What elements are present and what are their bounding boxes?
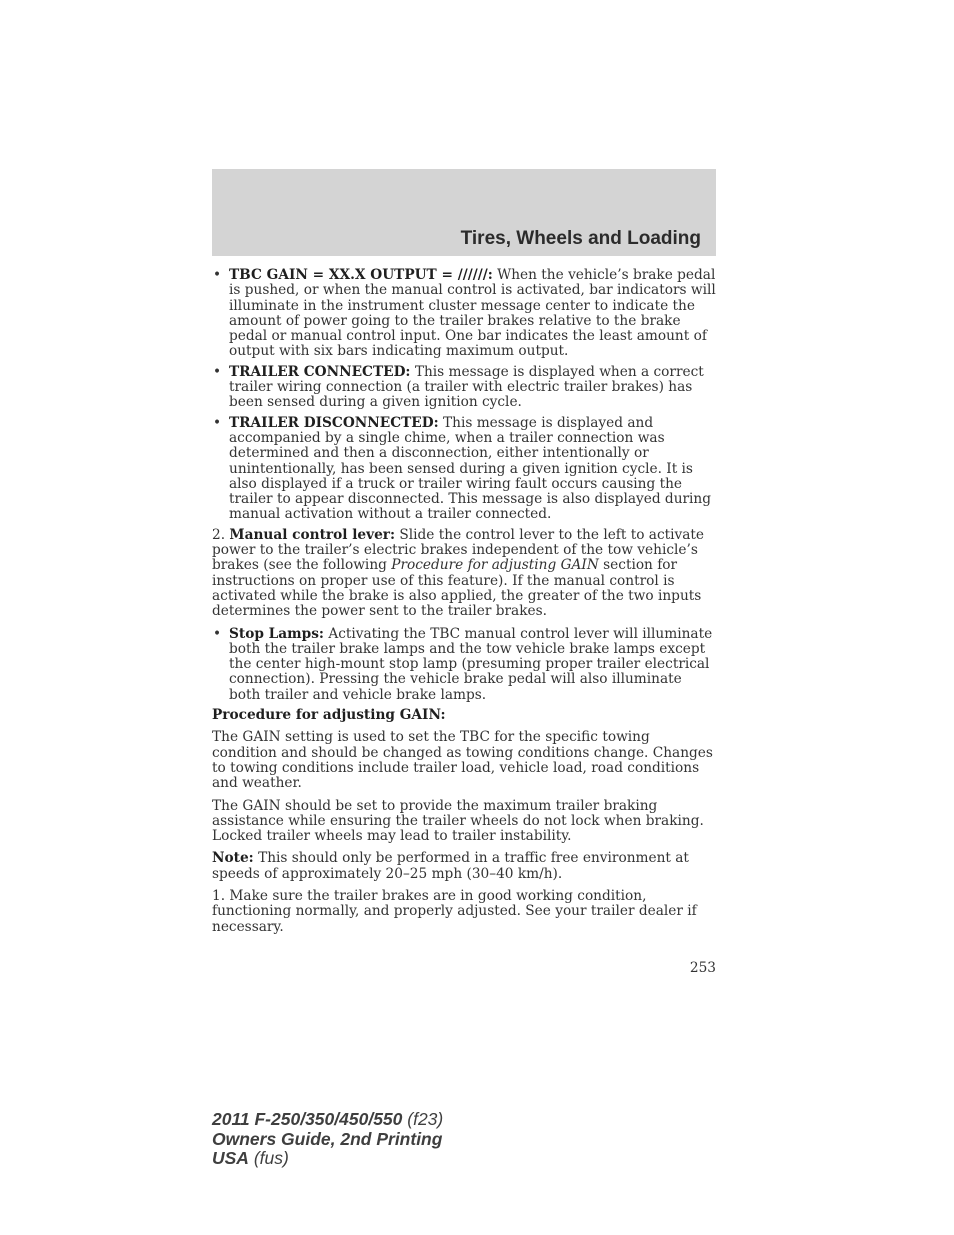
- bullet-item-trailer-disconnected: [212, 416, 717, 523]
- bullet-icon: •: [213, 625, 222, 642]
- bullet-term: TRAILER CONNECTED:: [229, 363, 411, 380]
- note-label: Note:: [212, 850, 254, 867]
- gain-paragraph-1: The GAIN setting is used to set the TBC for the specific towing condition and should be changed as towing conditions change. Changes to towing conditions include trailer load, vehicle load, road conditions and weather.: [212, 729, 713, 792]
- bullet-icon: •: [213, 414, 222, 431]
- bullet-term: TRAILER DISCONNECTED:: [229, 414, 439, 431]
- bullet-text: This message is displayed and accompanied by a single chime, when a trailer connection was determined and then a disconnection, either intentionally or unintentionally, has been sensed during a given ignition cycle. It is also displayed if a truck or trailer wiring fault occurs causing the trailer to appear disconnected. This message is also displayed during manual activation without a trailer connected.: [229, 414, 712, 523]
- page-number: 253: [689, 960, 716, 976]
- section-title: Tires, Wheels and Loading: [460, 228, 701, 249]
- bullet-icon: •: [213, 363, 222, 380]
- step-1-paragraph: 1. Make sure the trailer brakes are in good working condition, functioning normally, and properly adjusted. See your trailer dealer if necessary.: [212, 887, 697, 935]
- manual-lever-term: Manual control lever:: [229, 526, 396, 543]
- footer-line-3: USA (fus): [212, 1148, 289, 1168]
- manual-lever-text-a: Slide the control lever to the left to activate power to the trailer’s electric brakes independent of the tow vehicle’s brakes (see the following: [212, 526, 705, 574]
- procedure-heading: Procedure for adjusting GAIN:: [212, 707, 446, 724]
- document-footer: [212, 1110, 443, 1169]
- procedure-reference: Procedure for adjusting GAIN: [391, 557, 599, 574]
- bullet-item-trailer-connected: [212, 365, 717, 411]
- bullet-item-stop-lamps: [212, 627, 717, 703]
- bullet-icon: •: [213, 267, 222, 283]
- footer-line-1: 2011 F-250/350/450/550 (f23): [212, 1109, 444, 1129]
- item-number: 2.: [212, 526, 230, 543]
- note-text: This should only be performed in a traffic free environment at speeds of approximately 20–25 mph (30–40 km/h).: [212, 850, 689, 882]
- bullet-text: Activating the TBC manual control lever will illuminate both the trailer brake lamps and the tow vehicle brake lamps except the center high-mount stop lamp (presuming proper trailer electrical connection). Pressing the vehicle brake pedal will also illuminate both trailer and vehicle brake lamps.: [229, 625, 713, 703]
- manual-lever-text-b: section for instructions on proper use of this feature). If the manual control is activated while the brake is also applied, the greater of the two inputs determines the power sent to the trailer brakes.: [212, 557, 702, 620]
- bullet-term: Stop Lamps:: [229, 625, 324, 642]
- page-content: [212, 268, 717, 942]
- note-paragraph: [212, 851, 717, 882]
- gain-paragraph-2: The GAIN should be set to provide the maximum trailer braking assistance while ensuring the trailer wheels do not lock when braking. Locked trailer wheels may lead to trailer instability.: [212, 797, 704, 845]
- bullet-text: When the vehicle’s brake pedal is pushed, or when the manual control is activated, bar indicators will illuminate in the instrument cluster message center to indicate the amount of power going to the trailer brakes relative to the brake pedal or manual control input. One bar indicates the least amount of output with six bars indicating maximum output.: [229, 267, 716, 360]
- footer-line-2: Owners Guide, 2nd Printing: [212, 1128, 443, 1149]
- bullet-item-tbc-gain: [212, 268, 717, 360]
- bullet-text: This message is displayed when a correct trailer wiring connection (a trailer with electric trailer brakes) has been sensed during a given ignition cycle.: [229, 363, 704, 411]
- bullet-term: TBC GAIN = XX.X OUTPUT = //////:: [229, 267, 493, 283]
- section-header-band: [212, 169, 716, 256]
- manual-control-lever-paragraph: [212, 528, 717, 620]
